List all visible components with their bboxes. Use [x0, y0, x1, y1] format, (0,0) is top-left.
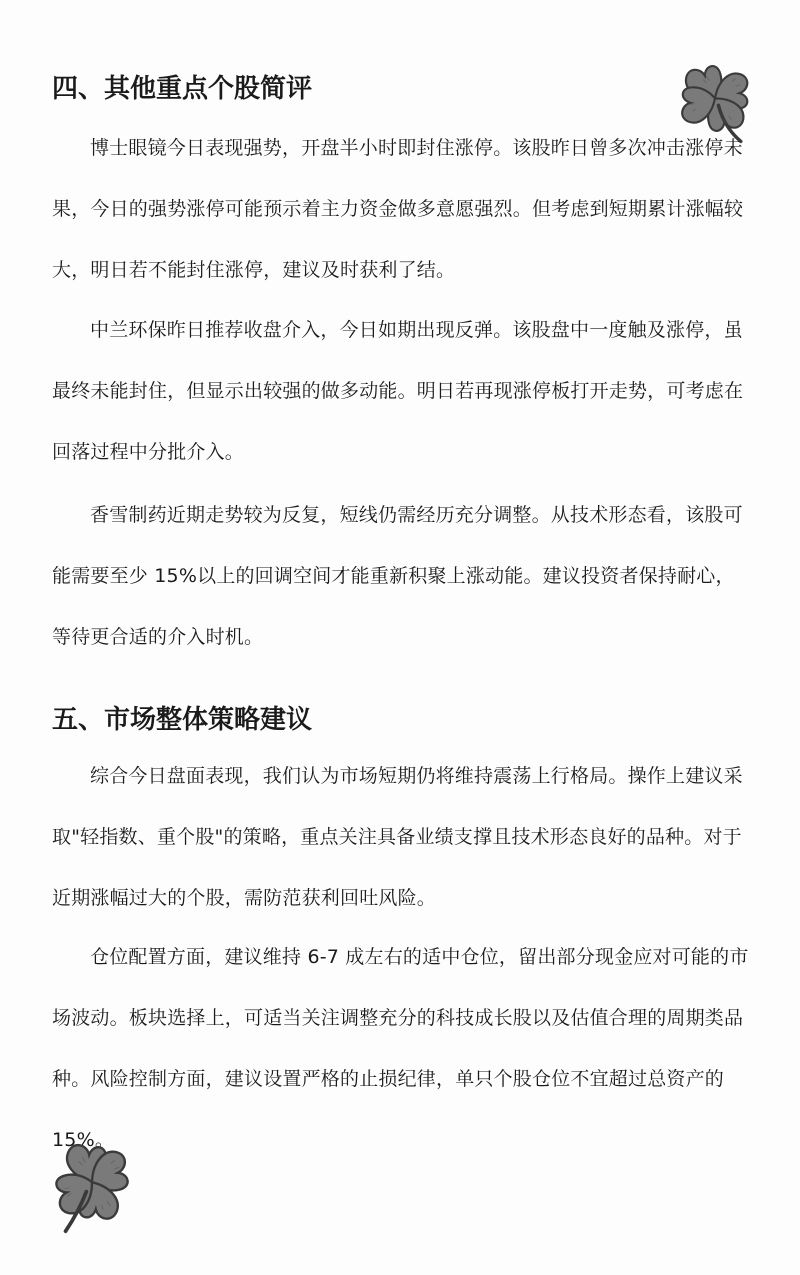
paragraph-zhonglan-env: 中兰环保昨日推荐收盘介入，今日如期出现反弹。该股盘中一度触及涨停，虽最终未能封住，但显示出较强的做多动能。明日若再现涨停板打开走势，可考虑在回落过程中分批介入。 [52, 319, 744, 463]
paragraph-market-outlook: 综合今日盘面表现，我们认为市场短期仍将维持震荡上行格局。操作上建议采取"轻指数、重个股"的策略，重点关注具备业绩支撑且技术形态良好的品种。对于近期涨幅过大的个股，需防范获利回吐风险。 [52, 765, 743, 909]
four-leaf-clover-icon [672, 55, 758, 147]
section-title-stock-review: 四、其他重点个股简评 [52, 74, 313, 104]
paragraph-xiangxue-pharma: 香雪制药近期走势较为反复，短线仍需经历充分调整。从技术形态看，该股可能需要至少 15%以上的回调空间才能重新积聚上涨动能。建议投资者保持耐心，等待更合适的介入时机。 [52, 504, 743, 648]
paragraph-position-allocation: 仓位配置方面，建议维持 6-7 成左右的适中仓位，留出部分现金应对可能的市场波动。板块选择上，可适当关注调整充分的科技成长股以及估值合理的周期类品种。风险控制方面，建议设置严格的止损纪律，单只个股仓位不宜超过总资产的 15%。 [52, 946, 749, 1151]
section-title-market-strategy: 五、市场整体策略建议 [52, 705, 313, 735]
four-leaf-clover-icon [44, 1135, 140, 1235]
paragraph-boshi-glasses: 博士眼镜今日表现强势，开盘半小时即封住涨停。该股昨日曾多次冲击涨停未果，今日的强势涨停可能预示着主力资金做多意愿强烈。但考虑到短期累计涨幅较大，明日若不能封住涨停，建议及时获利了结。 [52, 137, 744, 281]
